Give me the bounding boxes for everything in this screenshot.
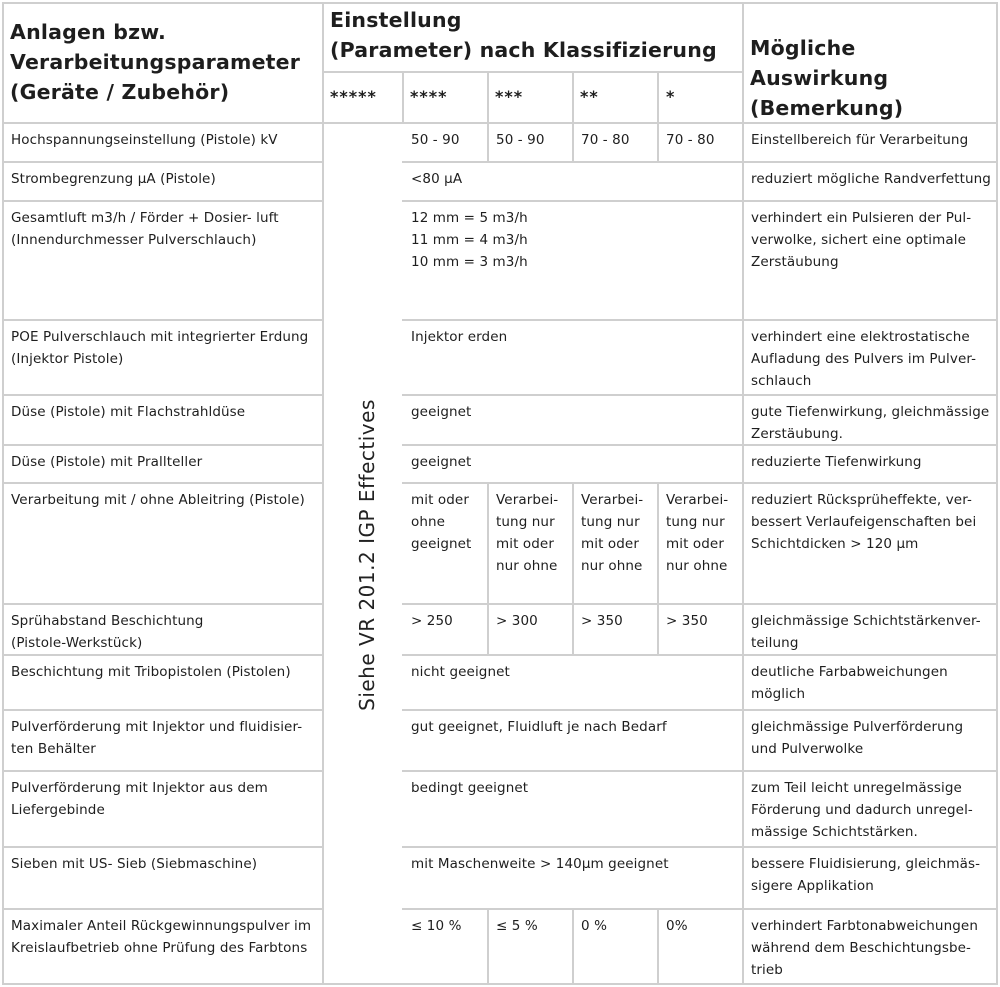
row-effect: gute Tiefenwirkung, gleichmässige Zerstäubung. [751, 404, 990, 442]
row-effect: reduziert Rücksprüheffekte, ver- bessert Verlaufeigenschaften bei Schichtdicken > 120 µm [751, 492, 977, 552]
row-parameter: Gesamtluft m3/h / Förder + Dosier- luft (Innendurchmesser Pulverschlauch) [11, 210, 279, 248]
rating-header: ** [580, 87, 599, 106]
row-setting-value: 0% [666, 918, 688, 934]
rating-divider [572, 71, 574, 122]
row-parameter: Sieben mit US- Sieb (Siebmaschine) [11, 856, 258, 872]
row-effect: reduzierte Tiefenwirkung [751, 454, 922, 470]
header-divider [322, 71, 742, 73]
header-settings: Einstellung (Parameter) nach Klassifizierung [330, 8, 717, 62]
row-effect: gleichmässige Pulverförderung und Pulverwolke [751, 719, 964, 757]
row-parameter: Maximaler Anteil Rückgewinnungspulver im Kreislaufbetrieb ohne Prüfung des Farbtons [11, 918, 312, 956]
row-parameter: Pulverförderung mit Injektor aus dem Liefergebinde [11, 780, 268, 818]
row-setting-value: mit Maschenweite > 140µm geeignet [411, 856, 669, 872]
vertical-reference-note: Siehe VR 201.2 IGP Effectives [355, 399, 379, 711]
row-setting-value: 0 % [581, 918, 608, 934]
row-parameter: Düse (Pistole) mit Flachstrahldüse [11, 404, 246, 420]
row-parameter: Beschichtung mit Tribopistolen (Pistolen) [11, 664, 291, 680]
row-setting-value: 12 mm = 5 m3/h 11 mm = 4 m3/h 10 mm = 3 m3/h [411, 210, 528, 270]
row-effect: verhindert eine elektrostatische Aufladung des Pulvers im Pulver- schlauch [751, 329, 977, 389]
row-parameter: Hochspannungseinstellung (Pistole) kV [11, 132, 278, 148]
row-effect: reduziert mögliche Randverfettung [751, 171, 991, 187]
row-effect: Einstellbereich für Verarbeitung [751, 132, 969, 148]
row-setting-value: > 350 [581, 613, 623, 629]
row-setting-value: ≤ 10 % [411, 918, 462, 934]
row-parameter: Strombegrenzung µA (Pistole) [11, 171, 216, 187]
row-setting-value: <80 µA [411, 171, 463, 187]
row-effect: zum Teil leicht unregelmässige Förderung und dadurch unregel- mässige Schichtstärken. [751, 780, 973, 840]
table-border-top [2, 2, 998, 4]
col-divider [322, 2, 324, 985]
row-effect: deutliche Farbabweichungen möglich [751, 664, 948, 702]
rating-divider [657, 71, 659, 122]
row-setting-value: Verarbei- tung nur mit oder nur ohne [496, 492, 559, 574]
row-setting-value: nicht geeignet [411, 664, 510, 680]
rating-divider [487, 71, 489, 122]
rating-divider [402, 71, 404, 122]
row-setting-value: > 300 [496, 613, 538, 629]
row-setting-value: Verarbei- tung nur mit oder nur ohne [666, 492, 729, 574]
row-setting-value: gut geeignet, Fluidluft je nach Bedarf [411, 719, 667, 735]
rating-header: **** [410, 87, 448, 106]
row-setting-value: 50 - 90 [411, 132, 460, 148]
row-parameter: Düse (Pistole) mit Prallteller [11, 454, 203, 470]
row-setting-value: Injektor erden [411, 329, 508, 345]
row-effect: verhindert ein Pulsieren der Pul- verwolke, sichert eine optimale Zerstäubung [751, 210, 972, 270]
rating-header: * [666, 87, 676, 106]
row-setting-value: geeignet [411, 404, 472, 420]
row-setting-value: > 350 [666, 613, 708, 629]
row-setting-value: geeignet [411, 454, 472, 470]
row-setting-value: ≤ 5 % [496, 918, 538, 934]
rating-header: ***** [330, 87, 377, 106]
row-setting-value: > 250 [411, 613, 453, 629]
row-effect: gleichmässige Schichtstärkenver- teilung [751, 613, 981, 651]
row-parameter: Sprühabstand Beschichtung (Pistole-Werkstück) [11, 613, 204, 651]
row-effect: bessere Fluidisierung, gleichmäs- sigere Applikation [751, 856, 981, 894]
header-effects: Mögliche Auswirkung (Bemerkung) [750, 36, 904, 120]
row-setting-value: mit oder ohne geeignet [411, 492, 472, 552]
row-setting-value: 70 - 80 [581, 132, 630, 148]
row-setting-value: Verarbei- tung nur mit oder nur ohne [581, 492, 644, 574]
rating-header: *** [495, 87, 524, 106]
row-parameter: POE Pulverschlauch mit integrierter Erdung (Injektor Pistole) [11, 329, 309, 367]
row-setting-value: bedingt geeignet [411, 780, 529, 796]
header-parameters: Anlagen bzw. Verarbeitungsparameter (Geräte / Zubehör) [10, 20, 301, 104]
row-setting-value: 70 - 80 [666, 132, 715, 148]
row-parameter: Pulverförderung mit Injektor und fluidisier- ten Behälter [11, 719, 303, 757]
row-parameter: Verarbeitung mit / ohne Ableitring (Pistole) [11, 492, 305, 508]
row-effect: verhindert Farbtonabweichungen während dem Beschichtungsbe- trieb [751, 918, 978, 978]
row-setting-value: 50 - 90 [496, 132, 545, 148]
